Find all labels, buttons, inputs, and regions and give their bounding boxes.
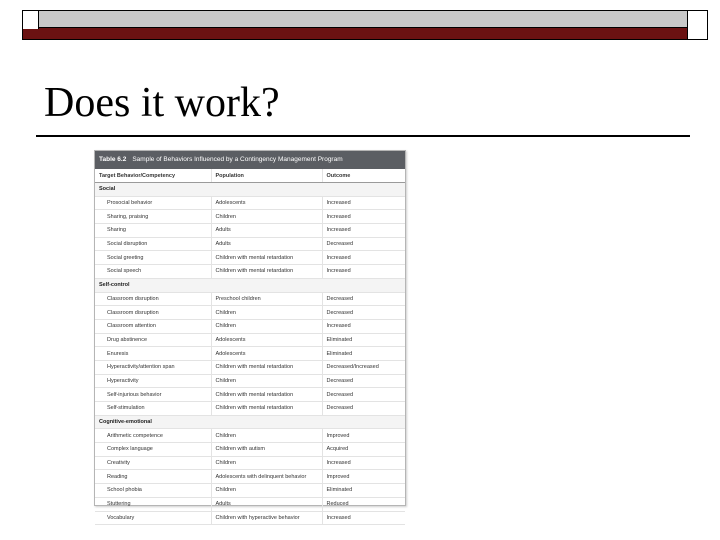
- table-cell: Adolescents with delinquent behavior: [211, 470, 322, 484]
- table-cell: Arithmetic competence: [95, 429, 211, 443]
- table-body: [95, 183, 405, 525]
- table-row: [95, 265, 405, 279]
- table-section-row: [95, 415, 405, 429]
- table-cell: Social disruption: [95, 237, 211, 251]
- table-cell: Complex language: [95, 443, 211, 457]
- table-row: [95, 497, 405, 511]
- table-row: [95, 306, 405, 320]
- table-cell: Hyperactivity: [95, 374, 211, 388]
- table-section-row: [95, 183, 405, 197]
- table-section-row: [95, 278, 405, 292]
- table-cell: Increased: [322, 196, 405, 210]
- table-row: [95, 443, 405, 457]
- table-cell: Self-injurious behavior: [95, 388, 211, 402]
- table-cell: Adults: [211, 497, 322, 511]
- table-cell: Sharing: [95, 224, 211, 238]
- table-cell: Decreased: [322, 237, 405, 251]
- table-row: [95, 196, 405, 210]
- table-row: [95, 319, 405, 333]
- column-header: Target Behavior/Competency: [95, 169, 211, 183]
- table-cell: Self-stimulation: [95, 402, 211, 416]
- table-cell: Improved: [322, 429, 405, 443]
- section-label: Self-control: [95, 278, 405, 292]
- table-row: [95, 429, 405, 443]
- table-row: [95, 237, 405, 251]
- table-row: [95, 374, 405, 388]
- table-number: Table 6.2: [99, 156, 127, 163]
- table-cell: Children with mental retardation: [211, 360, 322, 374]
- table-cell: Decreased: [322, 374, 405, 388]
- table-caption: Sample of Behaviors Influenced by a Contingency Management Program: [132, 156, 343, 163]
- table-cell: Adults: [211, 224, 322, 238]
- table-row: [95, 347, 405, 361]
- table-cell: Children: [211, 374, 322, 388]
- table-cell: Social speech: [95, 265, 211, 279]
- behavior-table-card: [94, 150, 406, 521]
- table-cell: Improved: [322, 470, 405, 484]
- table-cell: Drug abstinence: [95, 333, 211, 347]
- table-cell: Decreased: [322, 388, 405, 402]
- table-cell: Children: [211, 319, 322, 333]
- table-cell: Increased: [322, 456, 405, 470]
- table-cell: Increased: [322, 210, 405, 224]
- slide-header-bar: [22, 10, 708, 40]
- table-row: [95, 402, 405, 416]
- table-header-row: [95, 169, 405, 183]
- table-cell: Social greeting: [95, 251, 211, 265]
- column-header: Outcome: [322, 169, 405, 183]
- table-cell: Increased: [322, 224, 405, 238]
- table-cell: Hyperactivity/attention span: [95, 360, 211, 374]
- table-row: [95, 292, 405, 306]
- table-cell: Classroom disruption: [95, 292, 211, 306]
- table-cell: Adolescents: [211, 347, 322, 361]
- header-red-band: [23, 27, 707, 39]
- table-cell: Children with autism: [211, 443, 322, 457]
- table-cell: Children: [211, 210, 322, 224]
- table-cell: Sharing, praising: [95, 210, 211, 224]
- title-underline: [36, 135, 690, 137]
- table-cell: Children: [211, 456, 322, 470]
- table-cell: Stuttering: [95, 497, 211, 511]
- table-caption-bar: [95, 151, 405, 169]
- table-cell: Decreased/Increased: [322, 360, 405, 374]
- table-cell: Reduced: [322, 497, 405, 511]
- table-row: [95, 470, 405, 484]
- table-cell: Reading: [95, 470, 211, 484]
- table-cell: Children with hyperactive behavior: [211, 511, 322, 525]
- header-right-square: [687, 11, 707, 39]
- table-row: [95, 333, 405, 347]
- table-cell: Classroom attention: [95, 319, 211, 333]
- table-row: [95, 224, 405, 238]
- table-row: [95, 210, 405, 224]
- table-cell: Adults: [211, 237, 322, 251]
- slide-title: Does it work?: [44, 80, 280, 126]
- table-row: [95, 251, 405, 265]
- table-cell: Eliminated: [322, 347, 405, 361]
- table-cell: Children with mental retardation: [211, 388, 322, 402]
- table-cell: Adolescents: [211, 196, 322, 210]
- table-row: [95, 360, 405, 374]
- table-cell: Decreased: [322, 402, 405, 416]
- section-label: Social: [95, 183, 405, 197]
- table-cell: Preschool children: [211, 292, 322, 306]
- section-label: Cognitive-emotional: [95, 415, 405, 429]
- table-cell: Increased: [322, 511, 405, 525]
- table-cell: Increased: [322, 251, 405, 265]
- table-cell: Acquired: [322, 443, 405, 457]
- table-cell: Enuresis: [95, 347, 211, 361]
- table-cell: Children: [211, 429, 322, 443]
- table-cell: Vocabulary: [95, 511, 211, 525]
- table-row: [95, 511, 405, 525]
- header-left-square: [23, 11, 39, 29]
- table-row: [95, 484, 405, 498]
- table-cell: Classroom disruption: [95, 306, 211, 320]
- table-cell: Decreased: [322, 292, 405, 306]
- table-cell: Increased: [322, 319, 405, 333]
- table-cell: Children: [211, 306, 322, 320]
- table-cell: Creativity: [95, 456, 211, 470]
- table-row: [95, 456, 405, 470]
- table-cell: Children with mental retardation: [211, 251, 322, 265]
- table-row: [95, 388, 405, 402]
- table-cell: School phobia: [95, 484, 211, 498]
- behavior-table: [95, 169, 405, 525]
- column-header: Population: [211, 169, 322, 183]
- table-cell: Increased: [322, 265, 405, 279]
- table-cell: Eliminated: [322, 484, 405, 498]
- table-cell: Decreased: [322, 306, 405, 320]
- table-cell: Children: [211, 484, 322, 498]
- table-cell: Children with mental retardation: [211, 265, 322, 279]
- table-cell: Adolescents: [211, 333, 322, 347]
- table-cell: Eliminated: [322, 333, 405, 347]
- table-cell: Prosocial behavior: [95, 196, 211, 210]
- table-cell: Children with mental retardation: [211, 402, 322, 416]
